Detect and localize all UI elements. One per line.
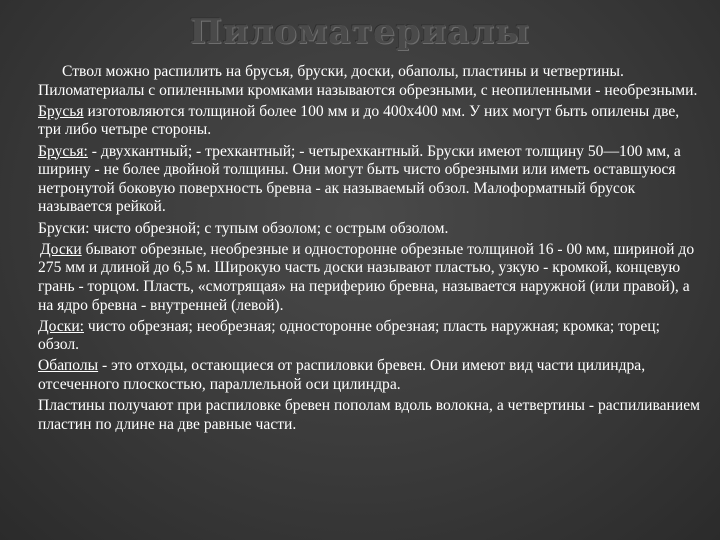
paragraph-text: Бруски: чисто обрезной; с тупым обзолом; с острым обзолом. (38, 219, 449, 237)
paragraph-text: Ствол можно распилить на брусья, бруски, доски, обаполы, пластины и четвертины. Пиломатериалы с опиленными кромками называются обрезными, с неопиленными - необрезными. (38, 63, 698, 99)
paragraph-doski (38, 241, 702, 315)
slide-body (38, 63, 702, 437)
slide-title: Пиломатериалы (189, 12, 531, 52)
paragraph-doski-types (38, 318, 702, 355)
term-doski: Доски (40, 240, 82, 258)
paragraph-plastiny (38, 397, 702, 434)
paragraph-text: - это отходы, остающиеся от распиловки бревен. Они имеют вид части цилиндра, отсеченного плоскостью, параллельной оси цилиндра. (38, 357, 646, 394)
paragraph-intro (38, 63, 702, 100)
paragraph-bruski-types (38, 220, 702, 239)
paragraph-text: изготовляются толщиной более 100 мм и до 400х400 мм. У них могут быть опилены две, три либо четыре стороны. (38, 102, 680, 139)
paragraph-text: - двухкантный; - трехкантный; - четырехкантный. Бруски имеют толщину 50—100 мм, а ширину - не более двойной толщины. Они могут быть чисто обрезными или иметь оставшуюся нетронутой боковую поверхность бревна - ак называемый обзол. Малоформатный брусок называется рейкой. (38, 142, 681, 216)
paragraph-obapoly (38, 357, 702, 394)
term-doski-types: Доски: (38, 317, 84, 335)
paragraph-brusya-types (38, 143, 702, 217)
term-brusya: Брусья (38, 102, 84, 120)
term-brusya-types: Брусья: (38, 142, 88, 160)
paragraph-brusya (38, 103, 702, 140)
term-obapoly: Обаполы (38, 357, 99, 375)
paragraph-text: Пластины получают при распиловке бревен пополам вдоль волокна, а четвертины - распиливанием пластин по длине на две равные части. (38, 397, 701, 433)
paragraph-text: бывают обрезные, необрезные и односторонне обрезные толщиной 16 - 00 мм, шириной до 275 мм и длиной до 6,5 м. Широкую часть доски называют пластью, узкую - кромкой, концевую грань - торцом. Пласть, «смотрящая» на периферию бревна, называется наружной (или правой), а на ядро бревна - внутренней (левой). (38, 240, 695, 314)
paragraph-text: чисто обрезная; необрезная; односторонне обрезная; пласть наружная; кромка; торец; обзол. (38, 317, 660, 354)
